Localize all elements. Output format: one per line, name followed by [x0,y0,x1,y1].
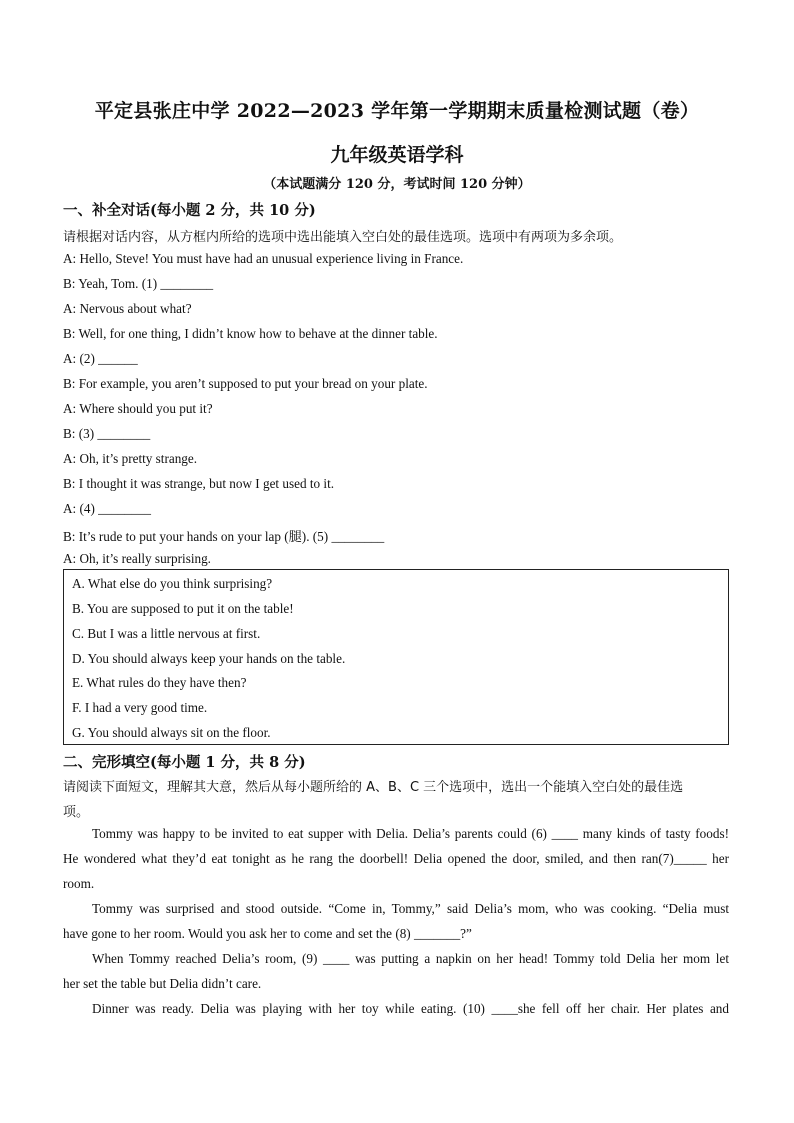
option-b: B. You are supposed to put it on the table! [72,601,294,616]
option-a: A. What else do you think surprising? [72,576,273,591]
dialogue-line: A: (4) ________ [63,501,151,516]
dialogue-line: B: It’s rude to put your hands on your lap (腿). (5) ________ [63,529,385,544]
dialogue-line: B: Yeah, Tom. (1) ________ [63,276,214,291]
passage-line: have gone to her room. Would you ask her to come and set the (8) _______?” [63,926,472,941]
passage-line: room. [63,876,95,891]
option-f: F. I had a very good time. [72,700,208,715]
exam-note: （本试题满分 120 分，考试时间 120 分钟） [263,177,531,192]
option-g: G. You should always sit on the floor. [72,725,271,740]
exam-title: 平定县张庄中学 2022—2023 学年第一学期期末质量检测试题（卷） [94,100,700,122]
dialogue-line: A: Where should you put it? [63,401,213,416]
passage-line: He wondered what they’d eat tonight as he rang the doorbell! Delia opened the door, smiled, and then ran(7)_____ her [63,851,729,866]
dialogue-line: A: (2) ______ [63,351,138,366]
passage-line: When Tommy reached Delia’s room, (9) ____ was putting a napkin on her head! Tommy told Delia her mom let [92,951,729,966]
section2-instruction: 请阅读下面短文，理解其大意，然后从每小题所给的 A、B、C 三个选项中，选出一个能填入空白处的最佳选 [63,780,684,795]
section2-instruction-cont: 项。 [63,805,90,820]
passage-line: her set the table but Delia didn’t care. [63,976,262,991]
options-box [63,569,729,745]
passage-line: Tommy was surprised and stood outside. “Come in, Tommy,” said Delia’s mom, who was cooking. “Delia must [92,901,729,916]
passage-line: Dinner was ready. Delia was playing with her toy while eating. (10) ____she fell off her chair. Her plates and [92,1001,729,1016]
dialogue-line: B: Well, for one thing, I didn’t know how to behave at the dinner table. [63,326,438,341]
option-e: E. What rules do they have then? [72,675,247,690]
option-d: D. You should always keep your hands on the table. [72,651,346,666]
passage-paragraph-4 [63,996,729,1021]
dialogue-line: B: I thought it was strange, but now I get used to it. [63,476,335,491]
section2-heading: 二、完形填空(每小题 1 分，共 8 分) [63,754,306,771]
section1-heading: 一、补全对话(每小题 2 分，共 10 分) [63,202,316,219]
dialogue-line: A: Hello, Steve! You must have had an unusual experience living in France. [63,251,464,266]
exam-subject: 九年级英语学科 [330,144,464,166]
passage-paragraph-2 [63,896,729,946]
dialogue-line: A: Oh, it’s pretty strange. [63,451,198,466]
passage-paragraph-1 [63,821,729,896]
dialogue-line: A: Nervous about what? [63,301,192,316]
dialogue-line: B: For example, you aren’t supposed to put your bread on your plate. [63,376,428,391]
dialogue-line: A: Oh, it’s really surprising. [63,551,211,566]
passage-line: Tommy was happy to be invited to eat supper with Delia. Delia’s parents could (6) ____ many kinds of tasty foods! [92,826,729,841]
dialogue-line: B: (3) ________ [63,426,151,441]
option-c: C. But I was a little nervous at first. [72,626,261,641]
passage-paragraph-3 [63,946,729,996]
section1-instruction: 请根据对话内容，从方框内所给的选项中选出能填入空白处的最佳选项。选项中有两项为多余项。 [63,230,623,245]
